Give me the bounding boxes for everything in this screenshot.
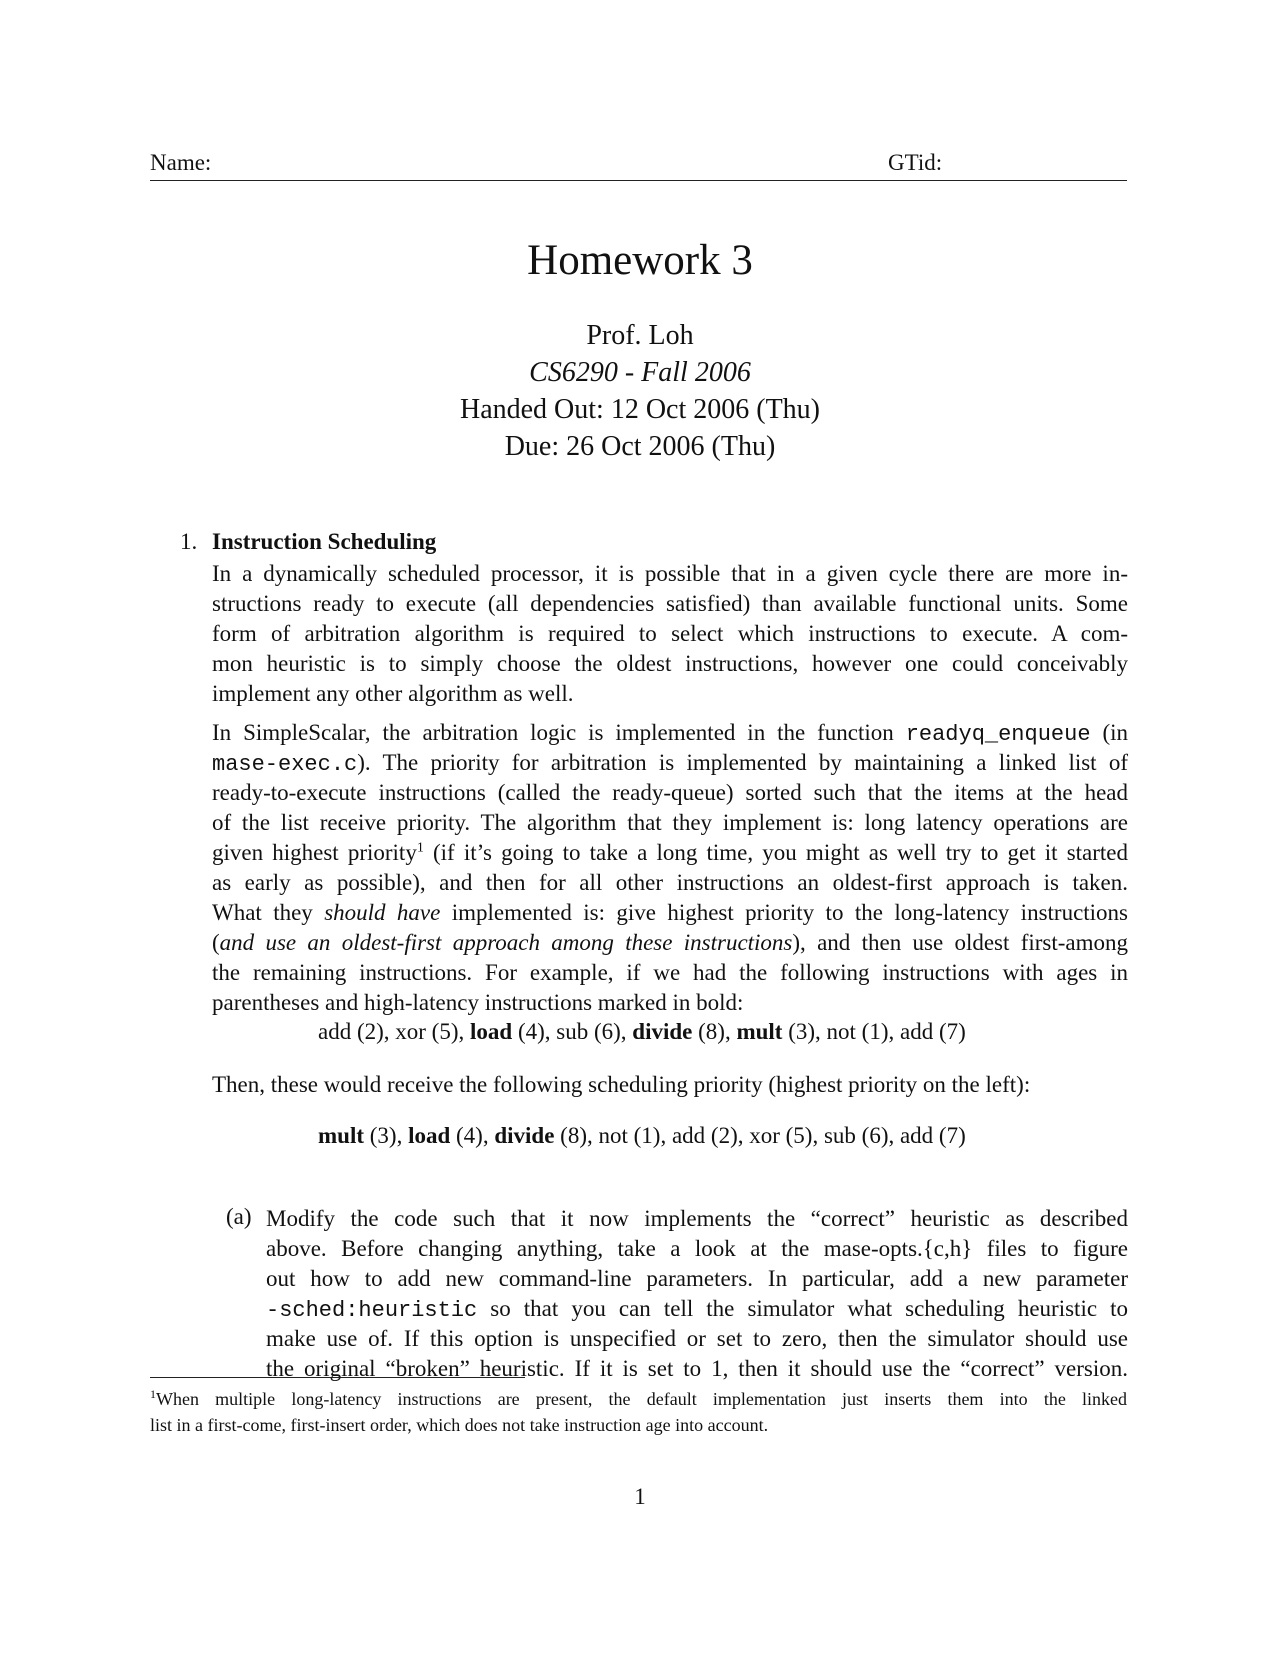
emphasis: and use an oldest-first approach among these instructions <box>219 930 793 955</box>
text-run: In SimpleScalar, the arbitration logic is implemented in the function <box>212 720 906 745</box>
bold-instruction: load <box>408 1123 451 1148</box>
text-run: add (2), xor (5), <box>318 1019 471 1044</box>
paragraph-line: Then, these would receive the following scheduling priority (highest priority on the left): <box>212 1072 1031 1097</box>
bold-instruction: divide <box>494 1123 555 1148</box>
paragraph-line: In a dynamically scheduled processor, it is possible that in a given cycle there are more in- <box>212 561 1128 586</box>
text-run: When multiple long-latency instructions are present, the default implementation just inserts them into the linked <box>156 1389 1127 1409</box>
example-priority-list <box>318 1123 966 1149</box>
text-run: given highest priority <box>212 840 417 865</box>
emphasis: should have <box>324 900 441 925</box>
footnote <box>150 1386 1127 1438</box>
footnote-ref: 1 <box>416 840 424 856</box>
footnote-mark: 1 <box>150 1387 156 1401</box>
then-paragraph <box>212 1070 1128 1100</box>
bold-instruction: load <box>470 1019 513 1044</box>
code-readyq-enqueue: readyq_enqueue <box>905 722 1091 747</box>
name-label: Name: <box>150 150 212 175</box>
paragraph-1 <box>212 559 1128 709</box>
bold-instruction: mult <box>318 1123 364 1148</box>
gtid-label: GTid: <box>888 150 943 175</box>
subquestion-label: (a) <box>226 1204 252 1229</box>
text-run: (if it’s going to take a long time, you might as well try to get it started <box>423 840 1129 865</box>
paragraph-line: parentheses and high-latency instructions marked in bold: <box>212 990 744 1015</box>
paragraph-line: mon heuristic is to simply choose the oldest instructions, however one could conceivably <box>212 651 1128 676</box>
paragraph-line: above. Before changing anything, take a look at the mase-opts.{c,h} files to figure <box>266 1236 1128 1261</box>
course: CS6290 - Fall 2006 <box>529 357 751 388</box>
code-sched-heuristic: -sched:heuristic <box>266 1298 478 1323</box>
paragraph-line <box>212 898 1128 928</box>
paragraph-line: as early as possible), and then for all other instructions an oldest-first approach is taken. <box>212 870 1128 895</box>
paragraph-2 <box>212 718 1128 1018</box>
paragraph-line: ready-to-execute instructions (called the ready-queue) sorted such that the items at the head <box>212 780 1128 805</box>
page-number: 1 <box>634 1484 646 1509</box>
subquestion-a <box>266 1204 1128 1384</box>
text-run: (4), <box>450 1123 495 1148</box>
paragraph-line <box>212 718 1128 748</box>
paragraph-line <box>212 748 1128 778</box>
bold-instruction: mult <box>736 1019 783 1044</box>
name-gtid-header <box>150 150 1127 181</box>
text-run: (8), not (1), add (2), xor (5), sub (6), add (7) <box>554 1123 966 1148</box>
paragraph-line: implement any other algorithm as well. <box>212 681 574 706</box>
footnote-line: list in a first-come, first-insert order, which does not take instruction age into account. <box>150 1415 769 1435</box>
text-run: (3), <box>364 1123 409 1148</box>
paragraph-line: form of arbitration algorithm is required to select which instructions to execute. A com- <box>212 621 1128 646</box>
text-run: What they <box>212 900 325 925</box>
bold-instruction: divide <box>632 1019 693 1044</box>
text-run: (4), sub (6), <box>512 1019 633 1044</box>
paragraph-line: of the list receive priority. The algorithm that they implement is: long latency operations are <box>212 810 1128 835</box>
text-run: (in <box>1090 720 1128 745</box>
text-run: (8), <box>692 1019 737 1044</box>
code-mase-exec: mase-exec.c <box>212 752 358 777</box>
text-run: so that you can tell the simulator what scheduling heuristic to <box>477 1296 1128 1321</box>
text-run: (3), not (1), add (7) <box>782 1019 966 1044</box>
section-title: Instruction Scheduling <box>212 529 437 554</box>
document-title: Homework 3 <box>527 237 753 284</box>
paragraph-line: structions ready to execute (all dependencies satisfied) than available functional units. Some <box>212 591 1128 616</box>
paragraph-line: the remaining instructions. For example, if we had the following instructions with ages in <box>212 960 1128 985</box>
section-number: 1. <box>180 529 198 554</box>
paragraph-line: the original “broken” heuristic. If it is set to 1, then it should use the “correct” version. <box>266 1356 1128 1381</box>
paragraph-line: out how to add new command-line parameters. In particular, add a new parameter <box>266 1266 1128 1291</box>
paragraph-line <box>212 838 1128 868</box>
text-run: implemented is: give highest priority to the long-latency instructions <box>440 900 1129 925</box>
professor: Prof. Loh <box>586 320 694 351</box>
footnote-divider <box>150 1377 525 1378</box>
footnote-line <box>150 1386 1127 1412</box>
paragraph-line: Modify the code such that it now implements the “correct” heuristic as described <box>266 1206 1128 1231</box>
due-date: Due: 26 Oct 2006 (Thu) <box>504 431 776 462</box>
paragraph-line: make use of. If this option is unspecified or set to zero, then the simulator should use <box>266 1326 1128 1351</box>
example-instruction-list <box>318 1019 966 1045</box>
text-run: ). The priority for arbitration is implemented by maintaining a linked list of <box>357 750 1128 775</box>
text-run: ), and then use oldest first-among <box>792 930 1129 955</box>
handed-out-date: Handed Out: 12 Oct 2006 (Thu) <box>459 394 821 425</box>
paragraph-line <box>266 1294 1128 1324</box>
text-run: ( <box>212 930 220 955</box>
paragraph-line <box>212 928 1128 958</box>
